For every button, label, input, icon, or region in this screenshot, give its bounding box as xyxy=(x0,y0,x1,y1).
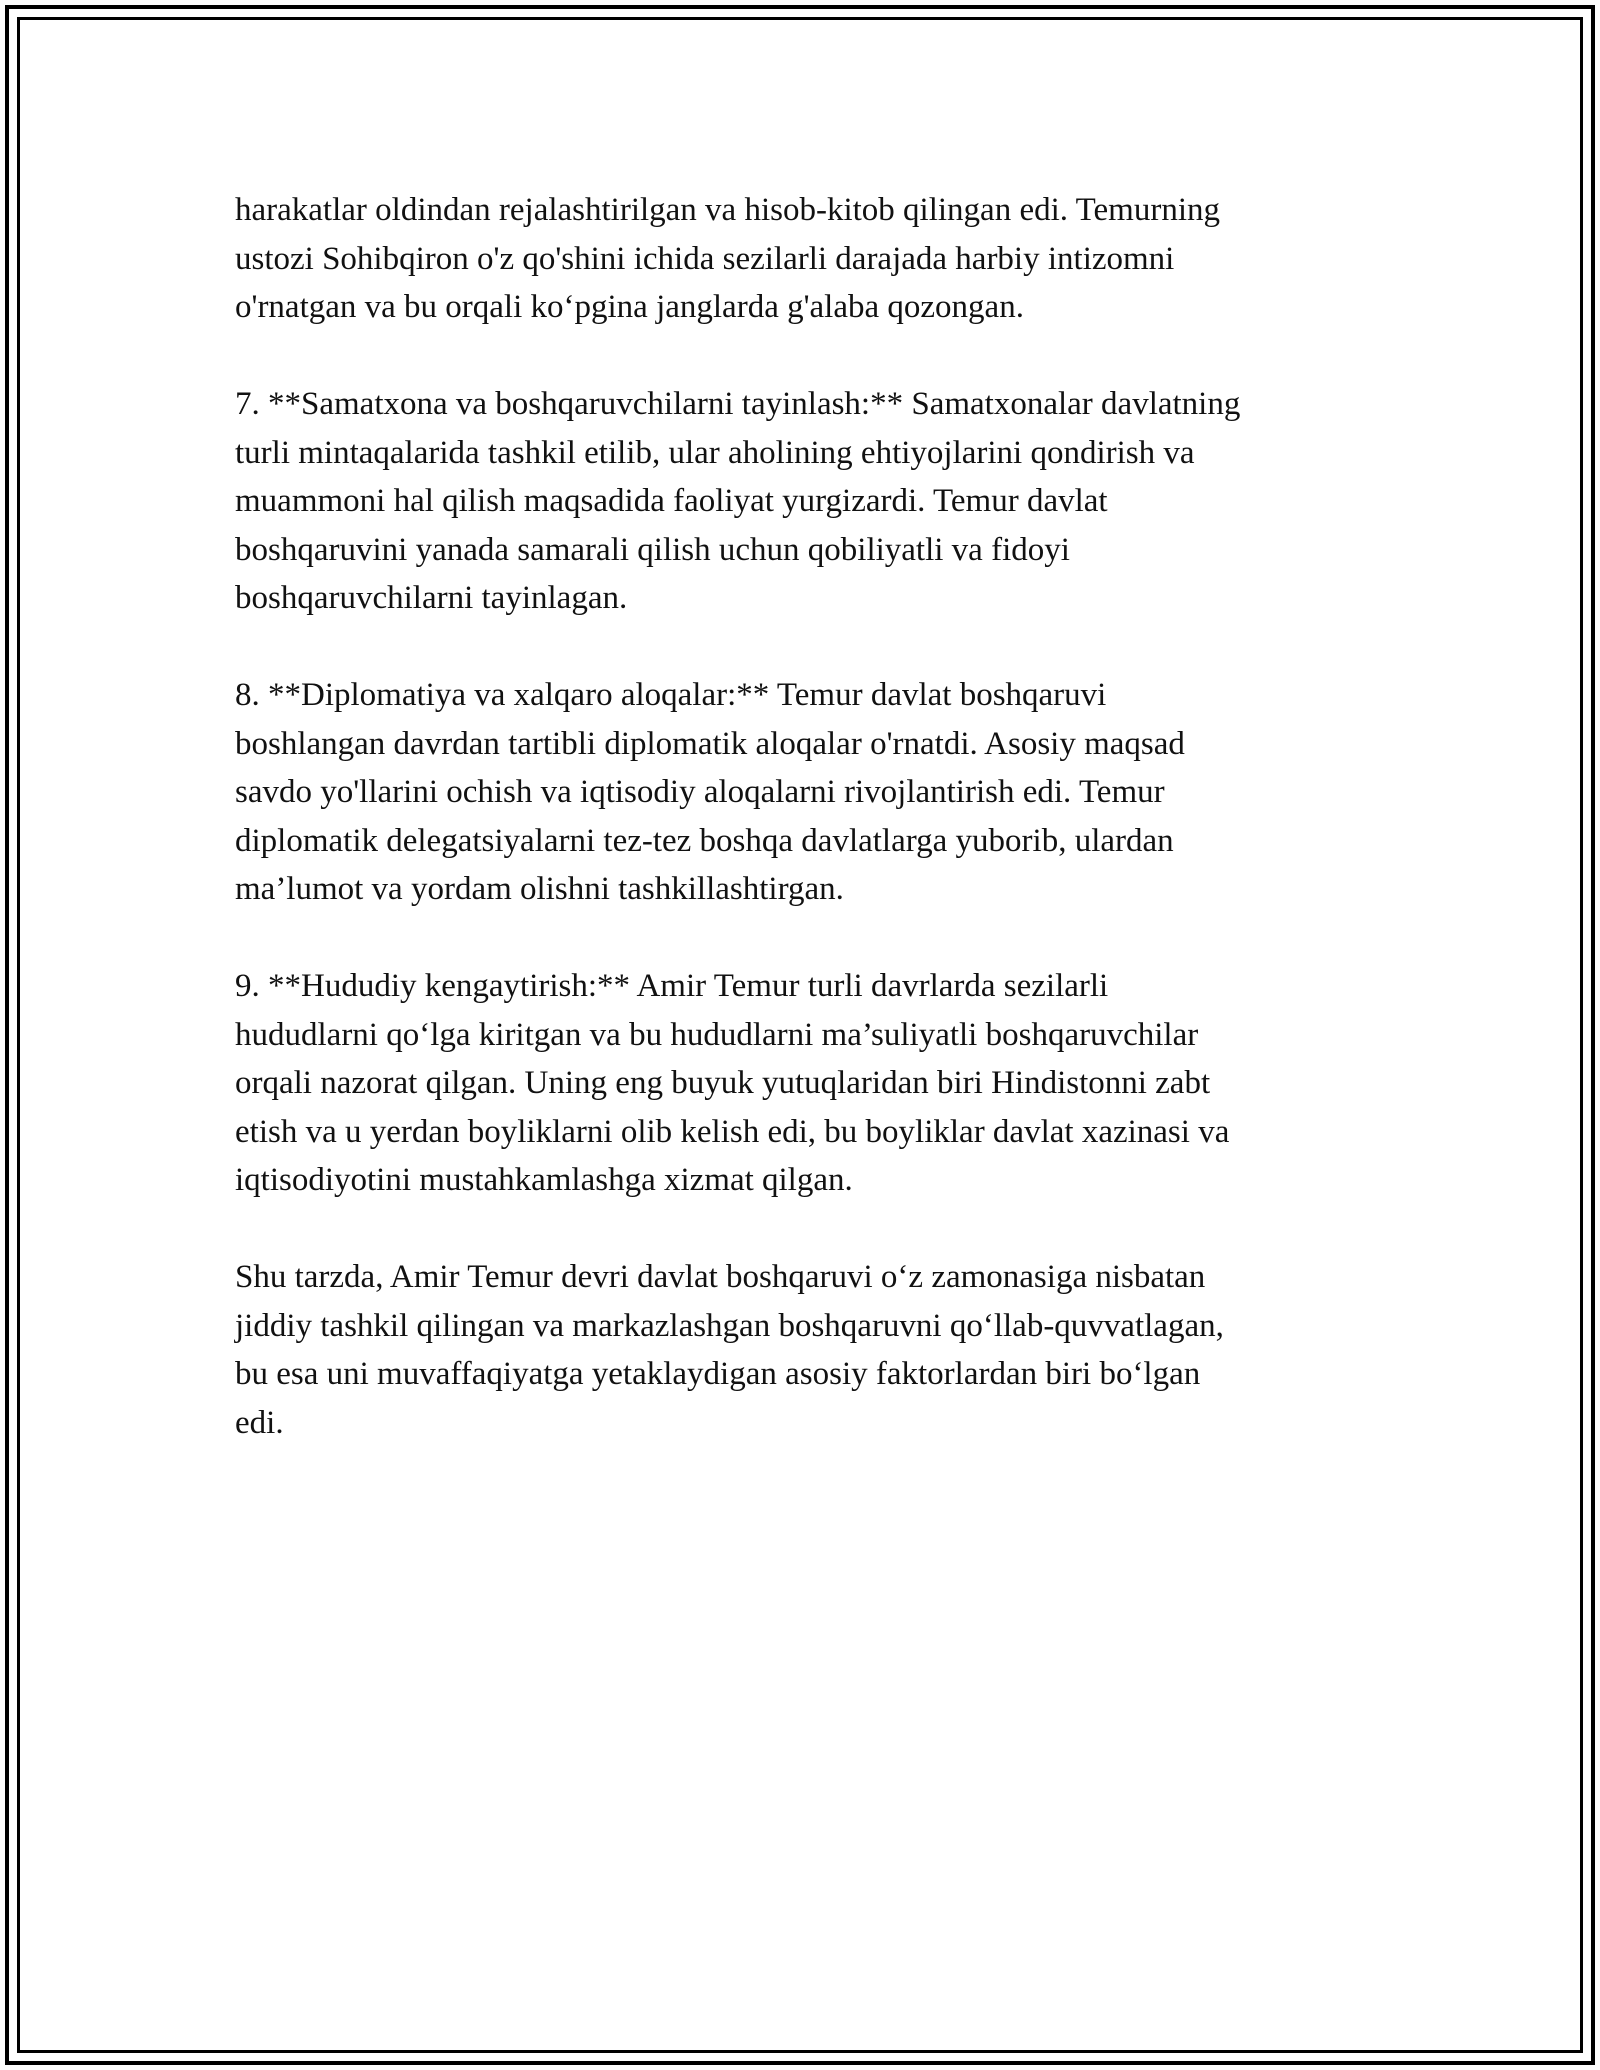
text-line: edi. xyxy=(235,1404,284,1441)
text-line: turli mintaqalarida tashkil etilib, ular aholining ehtiyojlarini qondirish va xyxy=(235,434,1195,471)
text-line: jiddiy tashkil qilingan va markazlashgan boshqaruvni qo‘llab-quvvatlagan, xyxy=(235,1307,1224,1344)
text-line: hududlarni qo‘lga kiritgan va bu hududlarni ma’suliyatli boshqaruvchilar xyxy=(235,1016,1199,1053)
text-line: boshqaruvini yanada samarali qilish uchun qobiliyatli va fidoyi xyxy=(235,531,1070,568)
paragraph-intro xyxy=(235,186,1365,332)
text-line: iqtisodiyotini mustahkamlashga xizmat qilgan. xyxy=(235,1162,853,1198)
text-line: boshqaruvchilarni tayinlagan. xyxy=(235,580,628,616)
text-line: 7. **Samatxona va boshqaruvchilarni tayinlash:** Samatxonalar davlatning xyxy=(235,386,1241,422)
document-body xyxy=(235,186,1365,1496)
text-line: bu esa uni muvaffaqiyatga yetaklaydigan asosiy faktorlardan biri bo‘lgan xyxy=(235,1356,1201,1392)
text-line: o'rnatgan va bu orqali ko‘pgina janglarda g'alaba qozongan. xyxy=(235,289,1024,325)
text-line: ma’lumot va yordam olishni tashkillashtirgan. xyxy=(235,871,844,907)
text-line: orqali nazorat qilgan. Uning eng buyuk yutuqlaridan biri Hindistonni zabt xyxy=(235,1065,1211,1101)
text-line: 8. **Diplomatiya va xalqaro aloqalar:** Temur davlat boshqaruvi xyxy=(235,677,1107,713)
paragraph-item-7 xyxy=(235,380,1365,623)
paragraph-item-8 xyxy=(235,671,1365,914)
paragraph-conclusion xyxy=(235,1253,1365,1447)
text-line: Shu tarzda, Amir Temur devri davlat boshqaruvi o‘z zamonasiga nisbatan xyxy=(235,1259,1206,1295)
text-line: etish va u yerdan boyliklarni olib kelish edi, bu boyliklar davlat xazinasi va xyxy=(235,1113,1230,1150)
text-line: ustozi Sohibqiron o'z qo'shini ichida sezilarli darajada harbiy intizomni xyxy=(235,240,1175,277)
text-line: savdo yo'llarini ochish va iqtisodiy aloqalarni rivojlantirish edi. Temur xyxy=(235,774,1165,810)
text-line: muammoni hal qilish maqsadida faoliyat yurgizardi. Temur davlat xyxy=(235,483,1108,519)
paragraph-item-9 xyxy=(235,962,1365,1205)
text-line: diplomatik delegatsiyalarni tez-tez boshqa davlatlarga yuborib, ulardan xyxy=(235,822,1174,859)
text-line: 9. **Hududiy kengaytirish:** Amir Temur turli davrlarda sezilarli xyxy=(235,968,1109,1004)
text-line: harakatlar oldindan rejalashtirilgan va hisob-kitob qilingan edi. Temurning xyxy=(235,192,1220,228)
text-line: boshlangan davrdan tartibli diplomatik aloqalar o'rnatdi. Asosiy maqsad xyxy=(235,725,1185,762)
